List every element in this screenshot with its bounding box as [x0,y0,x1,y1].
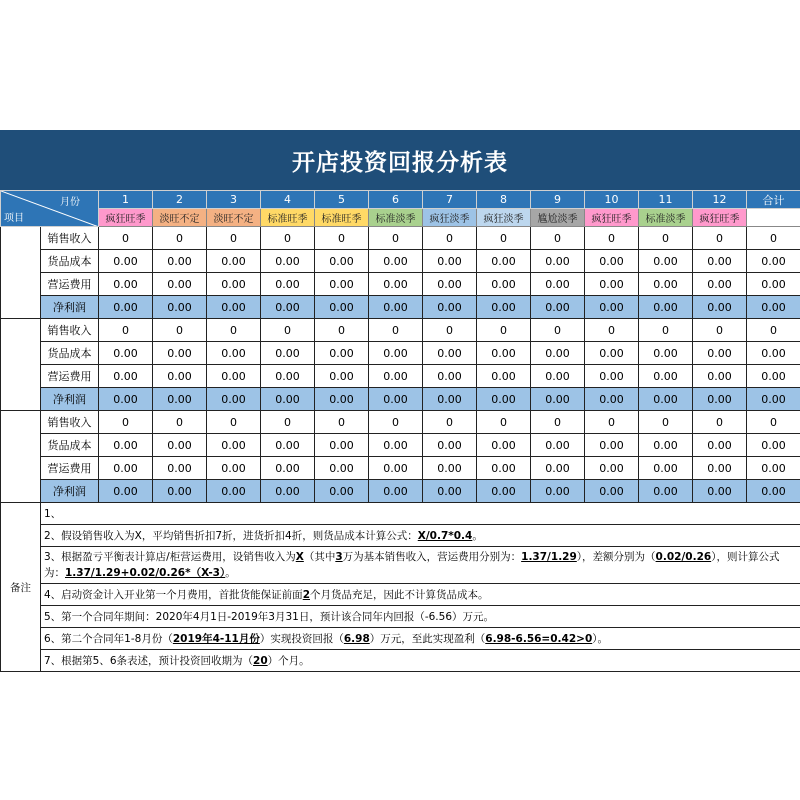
row-label: 货品成本 [41,250,99,273]
notes-label: 备注 [1,503,41,672]
value-cell[interactable]: 0.00 [639,273,693,296]
value-cell[interactable]: 0.00 [153,457,207,480]
note-row [1,628,800,650]
value-cell[interactable]: 0 [639,227,693,250]
corner-header [1,191,99,227]
value-cell[interactable]: 0.00 [207,434,261,457]
value-cell[interactable]: 0.00 [639,365,693,388]
note-row [1,650,800,672]
row-label: 销售收入 [41,411,99,434]
group-label-cell [1,227,41,319]
value-cell[interactable]: 0.00 [261,434,315,457]
month-header: 10 [585,191,639,209]
value-cell[interactable]: 0.00 [585,480,639,503]
value-cell[interactable]: 0.00 [423,296,477,319]
month-header: 5 [315,191,369,209]
value-cell[interactable]: 0.00 [477,250,531,273]
value-cell[interactable]: 0.00 [261,296,315,319]
month-header: 9 [531,191,585,209]
value-cell[interactable]: 0.00 [477,273,531,296]
value-cell[interactable]: 0 [639,319,693,342]
note-row [1,547,800,584]
value-cell[interactable]: 0.00 [477,388,531,411]
table-row [1,319,800,342]
table-row [1,480,800,503]
value-cell[interactable]: 0.00 [477,342,531,365]
note-5: 5、第一个合同年期间：2020年4月1日-2019年3月31日，预计该合同年内回报（-6.56）万元。 [41,606,800,628]
value-cell[interactable]: 0.00 [531,296,585,319]
value-cell[interactable]: 0 [207,411,261,434]
value-cell[interactable]: 0.00 [531,388,585,411]
value-cell[interactable]: 0.00 [207,296,261,319]
season-total-cell [747,209,800,227]
value-cell[interactable]: 0 [315,227,369,250]
value-cell[interactable]: 0.00 [99,273,153,296]
value-cell[interactable]: 0.00 [369,365,423,388]
value-cell[interactable]: 0 [693,411,747,434]
table-row [1,296,800,319]
value-cell[interactable]: 0.00 [369,457,423,480]
value-cell[interactable]: 0.00 [261,457,315,480]
value-cell[interactable]: 0.00 [369,342,423,365]
total-cell[interactable]: 0.00 [747,250,800,273]
value-cell[interactable]: 0.00 [477,296,531,319]
value-cell[interactable]: 0.00 [693,342,747,365]
note-row [1,525,800,547]
value-cell[interactable]: 0.00 [315,273,369,296]
value-cell[interactable]: 0.00 [369,250,423,273]
total-cell[interactable]: 0.00 [747,457,800,480]
table-row [1,227,800,250]
season-cell: 淡旺不定 [153,209,207,227]
value-cell[interactable]: 0.00 [99,480,153,503]
total-cell[interactable]: 0 [747,319,800,342]
value-cell[interactable]: 0.00 [315,342,369,365]
value-cell[interactable]: 0 [153,319,207,342]
value-cell[interactable]: 0.00 [261,480,315,503]
value-cell[interactable]: 0.00 [585,273,639,296]
table-row [1,365,800,388]
value-cell[interactable]: 0.00 [207,342,261,365]
value-cell[interactable]: 0.00 [531,365,585,388]
spreadsheet [0,130,800,672]
row-label: 货品成本 [41,434,99,457]
value-cell[interactable]: 0.00 [99,250,153,273]
table-row [1,457,800,480]
value-cell[interactable]: 0.00 [693,365,747,388]
value-cell[interactable]: 0.00 [639,457,693,480]
value-cell[interactable]: 0 [423,319,477,342]
sheet-title: 开店投资回报分析表 [0,130,800,190]
table-row [1,250,800,273]
value-cell[interactable]: 0 [153,227,207,250]
value-cell[interactable]: 0.00 [207,250,261,273]
value-cell[interactable]: 0.00 [639,296,693,319]
value-cell[interactable]: 0.00 [693,457,747,480]
value-cell[interactable]: 0 [477,319,531,342]
value-cell[interactable]: 0.00 [423,388,477,411]
value-cell[interactable]: 0 [99,411,153,434]
total-cell[interactable]: 0.00 [747,365,800,388]
note-1: 1、 [41,503,800,525]
value-cell[interactable]: 0.00 [207,457,261,480]
row-label: 货品成本 [41,342,99,365]
value-cell[interactable]: 0.00 [477,434,531,457]
value-cell[interactable]: 0 [99,319,153,342]
season-cell: 标准旺季 [261,209,315,227]
value-cell[interactable]: 0.00 [693,273,747,296]
group-label-cell [1,411,41,503]
note-6: 6、第二个合同年1-8月份（2019年4-11月份）实现投资回报（6.98）万元，至此实现盈利（6.98-6.56=0.42>0）。 [41,628,800,650]
value-cell[interactable]: 0.00 [423,365,477,388]
value-cell[interactable]: 0.00 [99,342,153,365]
investment-table [0,190,800,672]
value-cell[interactable]: 0.00 [99,296,153,319]
value-cell[interactable]: 0.00 [531,434,585,457]
value-cell[interactable]: 0.00 [315,388,369,411]
value-cell[interactable]: 0 [531,227,585,250]
season-cell: 尴尬淡季 [531,209,585,227]
value-cell[interactable]: 0 [261,319,315,342]
value-cell[interactable]: 0.00 [153,434,207,457]
value-cell[interactable]: 0.00 [153,342,207,365]
note-2: 2、假设销售收入为X，平均销售折扣7折，进货折扣4折，则货品成本计算公式：X/0.7*0.4。 [41,525,800,547]
value-cell[interactable]: 0.00 [423,273,477,296]
value-cell[interactable]: 0.00 [261,250,315,273]
total-cell[interactable]: 0.00 [747,388,800,411]
total-cell[interactable]: 0 [747,411,800,434]
value-cell[interactable]: 0.00 [693,434,747,457]
value-cell[interactable]: 0.00 [639,480,693,503]
value-cell[interactable]: 0 [261,227,315,250]
value-cell[interactable]: 0.00 [207,480,261,503]
row-label: 营运费用 [41,273,99,296]
value-cell[interactable]: 0.00 [639,342,693,365]
value-cell[interactable]: 0.00 [531,342,585,365]
season-cell: 疯狂旺季 [585,209,639,227]
group-label-cell [1,319,41,411]
value-cell[interactable]: 0.00 [477,480,531,503]
value-cell[interactable]: 0 [423,411,477,434]
month-header: 4 [261,191,315,209]
value-cell[interactable]: 0.00 [99,388,153,411]
row-label: 销售收入 [41,319,99,342]
table-row [1,434,800,457]
value-cell[interactable]: 0 [369,411,423,434]
value-cell[interactable]: 0 [423,227,477,250]
value-cell[interactable]: 0.00 [369,296,423,319]
value-cell[interactable]: 0 [693,227,747,250]
table-row [1,273,800,296]
value-cell[interactable]: 0.00 [585,388,639,411]
table-row [1,388,800,411]
month-header-label: 月份 [60,197,80,208]
value-cell[interactable]: 0 [639,411,693,434]
value-cell[interactable]: 0.00 [261,388,315,411]
value-cell[interactable]: 0.00 [153,250,207,273]
value-cell[interactable]: 0.00 [639,250,693,273]
season-cell: 疯狂旺季 [693,209,747,227]
month-header: 2 [153,191,207,209]
row-label: 净利润 [41,480,99,503]
value-cell[interactable]: 0.00 [315,365,369,388]
value-cell[interactable]: 0.00 [153,296,207,319]
season-row [1,209,800,227]
value-cell[interactable]: 0.00 [693,480,747,503]
value-cell[interactable]: 0 [531,411,585,434]
month-header: 8 [477,191,531,209]
value-cell[interactable]: 0.00 [315,296,369,319]
season-cell: 疯狂淡季 [477,209,531,227]
value-cell[interactable]: 0.00 [207,388,261,411]
value-cell[interactable]: 0 [477,227,531,250]
value-cell[interactable]: 0.00 [423,434,477,457]
value-cell[interactable]: 0.00 [153,273,207,296]
season-cell: 标准淡季 [639,209,693,227]
value-cell[interactable]: 0 [369,227,423,250]
value-cell[interactable]: 0.00 [153,365,207,388]
note-row [1,606,800,628]
value-cell[interactable]: 0 [531,319,585,342]
value-cell[interactable]: 0.00 [585,296,639,319]
season-cell: 疯狂淡季 [423,209,477,227]
value-cell[interactable]: 0.00 [585,457,639,480]
row-label: 营运费用 [41,457,99,480]
value-cell[interactable]: 0.00 [639,434,693,457]
value-cell[interactable]: 0.00 [693,250,747,273]
value-cell[interactable]: 0.00 [585,250,639,273]
value-cell[interactable]: 0 [585,227,639,250]
value-cell[interactable]: 0.00 [531,480,585,503]
value-cell[interactable]: 0.00 [531,273,585,296]
note-4: 4、启动资金计入开业第一个月费用，首批货能保证前面2个月货品充足，因此不计算货品成本。 [41,584,800,606]
value-cell[interactable]: 0.00 [693,388,747,411]
value-cell[interactable]: 0.00 [369,480,423,503]
month-header: 3 [207,191,261,209]
month-header: 6 [369,191,423,209]
value-cell[interactable]: 0.00 [639,388,693,411]
value-cell[interactable]: 0 [585,319,639,342]
month-header: 7 [423,191,477,209]
value-cell[interactable]: 0 [585,411,639,434]
value-cell[interactable]: 0.00 [261,365,315,388]
value-cell[interactable]: 0 [315,411,369,434]
season-cell: 疯狂旺季 [99,209,153,227]
value-cell[interactable]: 0.00 [153,480,207,503]
month-header: 1 [99,191,153,209]
total-cell[interactable]: 0.00 [747,480,800,503]
value-cell[interactable]: 0.00 [693,296,747,319]
value-cell[interactable]: 0.00 [423,250,477,273]
value-cell[interactable]: 0.00 [585,342,639,365]
value-cell[interactable]: 0.00 [423,342,477,365]
value-cell[interactable]: 0.00 [423,480,477,503]
value-cell[interactable]: 0.00 [261,273,315,296]
value-cell[interactable]: 0 [207,319,261,342]
value-cell[interactable]: 0.00 [369,273,423,296]
value-cell[interactable]: 0.00 [99,365,153,388]
value-cell[interactable]: 0.00 [423,457,477,480]
value-cell[interactable]: 0.00 [585,434,639,457]
value-cell[interactable]: 0 [261,411,315,434]
note-row [1,503,800,525]
total-cell[interactable]: 0 [747,227,800,250]
value-cell[interactable]: 0.00 [585,365,639,388]
value-cell[interactable]: 0.00 [315,250,369,273]
total-cell[interactable]: 0.00 [747,273,800,296]
value-cell[interactable]: 0 [153,411,207,434]
value-cell[interactable]: 0.00 [369,388,423,411]
row-label: 营运费用 [41,365,99,388]
value-cell[interactable]: 0 [315,319,369,342]
season-cell: 标准旺季 [315,209,369,227]
season-cell: 淡旺不定 [207,209,261,227]
value-cell[interactable]: 0.00 [315,457,369,480]
season-cell: 标准淡季 [369,209,423,227]
header-row [1,191,800,209]
total-cell[interactable]: 0.00 [747,342,800,365]
value-cell[interactable]: 0.00 [153,388,207,411]
value-cell[interactable]: 0.00 [477,365,531,388]
value-cell[interactable]: 0 [207,227,261,250]
value-cell[interactable]: 0 [477,411,531,434]
value-cell[interactable]: 0.00 [99,457,153,480]
note-3: 3、根据盈亏平衡表计算店/柜营运费用，设销售收入为X（其中3万为基本销售收入，营运费用分别为：1.37/1.29），差额分别为（0.02/0.26），则计算公式为：1.37/1.29+0.02/0.26*（X-3）。 [41,547,800,584]
item-header-label: 项目 [4,213,24,224]
total-header: 合计 [747,191,800,209]
month-header: 11 [639,191,693,209]
table-row [1,342,800,365]
value-cell[interactable]: 0.00 [315,434,369,457]
value-cell[interactable]: 0.00 [477,457,531,480]
value-cell[interactable]: 0 [99,227,153,250]
value-cell[interactable]: 0 [369,319,423,342]
value-cell[interactable]: 0.00 [315,480,369,503]
table-row [1,411,800,434]
total-cell[interactable]: 0.00 [747,434,800,457]
value-cell[interactable]: 0.00 [531,250,585,273]
value-cell[interactable]: 0 [693,319,747,342]
total-cell[interactable]: 0.00 [747,296,800,319]
note-row [1,584,800,606]
row-label: 净利润 [41,388,99,411]
value-cell[interactable]: 0.00 [261,342,315,365]
row-label: 销售收入 [41,227,99,250]
value-cell[interactable]: 0.00 [531,457,585,480]
row-label: 净利润 [41,296,99,319]
value-cell[interactable]: 0.00 [207,273,261,296]
value-cell[interactable]: 0.00 [369,434,423,457]
month-header: 12 [693,191,747,209]
value-cell[interactable]: 0.00 [207,365,261,388]
value-cell[interactable]: 0.00 [99,434,153,457]
note-7: 7、根据第5、6条表述，预计投资回收期为（20）个月。 [41,650,800,672]
